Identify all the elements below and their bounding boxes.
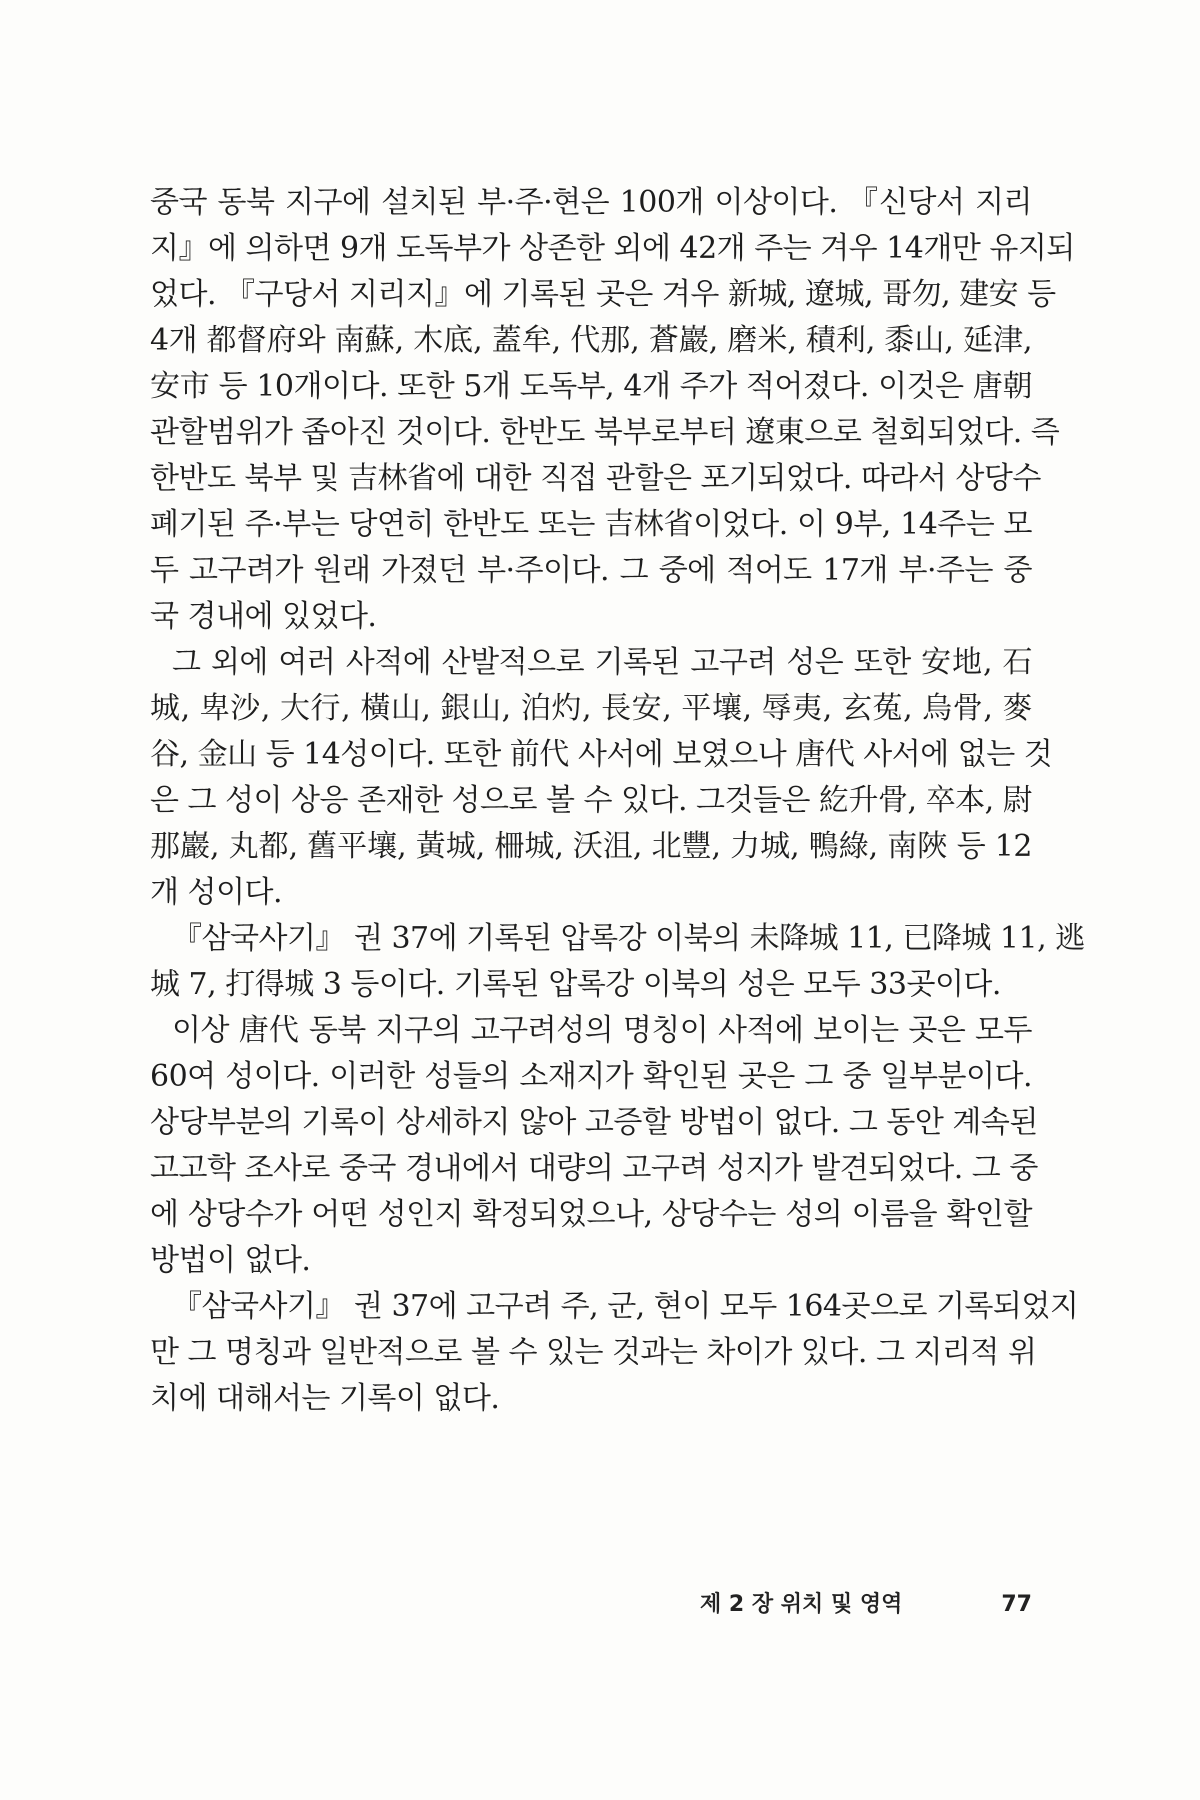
text-line: 고고학 조사로 중국 경내에서 대량의 고구려 성지가 발견되었다. 그 중 xyxy=(150,1151,1038,1186)
text-line: 지』에 의하면 9개 도독부가 상존한 외에 42개 주는 겨우 14개만 유지되 xyxy=(150,231,1075,266)
text-line: 城 7, 打得城 3 등이다. 기록된 압록강 이북의 성은 모두 33곳이다. xyxy=(150,967,1001,1002)
text-line: 국 경내에 있었다. xyxy=(150,599,377,634)
chapter-title: 제 2 장 위치 및 영역 xyxy=(700,1592,903,1617)
text-line: 은 그 성이 상응 존재한 성으로 볼 수 있다. 그것들은 紇升骨, 卒本, 尉 xyxy=(150,783,1033,818)
text-line: 그 외에 여러 사적에 산발적으로 기록된 고구려 성은 또한 安地, 石 xyxy=(172,645,1032,680)
text-line: 었다. 『구당서 지리지』에 기록된 곳은 겨우 新城, 遼城, 哥勿, 建安 등 xyxy=(150,277,1056,312)
text-line: 이상 唐代 동북 지구의 고구려성의 명칭이 사적에 보이는 곳은 모두 xyxy=(172,1013,1032,1048)
text-line: 상당부분의 기록이 상세하지 않아 고증할 방법이 없다. 그 동안 계속된 xyxy=(150,1105,1038,1140)
page-footer xyxy=(700,1587,1032,1623)
text-line: 개 성이다. xyxy=(150,875,282,910)
text-line: 방법이 없다. xyxy=(150,1243,311,1278)
text-line: 那巖, 丸都, 舊平壤, 黃城, 柵城, 沃沮, 北豐, 力城, 鴨綠, 南陜 등 12 xyxy=(150,829,1032,864)
page-number: 77 xyxy=(1001,1592,1032,1617)
text-line: 4개 都督府와 南蘇, 木底, 蓋牟, 代那, 蒼巖, 磨米, 積利, 黍山, 延津, xyxy=(150,323,1032,358)
text-line: 만 그 명칭과 일반적으로 볼 수 있는 것과는 차이가 있다. 그 지리적 위 xyxy=(150,1335,1037,1370)
text-line: 『삼국사기』 권 37에 기록된 압록강 이북의 未降城 11, 已降城 11, 逃 xyxy=(172,921,1085,956)
text-line: 60여 성이다. 이러한 성들의 소재지가 확인된 곳은 그 중 일부분이다. xyxy=(150,1059,1032,1094)
text-line: 두 고구려가 원래 가졌던 부·주이다. 그 중에 적어도 17개 부·주는 중 xyxy=(150,553,1032,588)
text-line: 치에 대해서는 기록이 없다. xyxy=(150,1381,500,1416)
text-line: 城, 卑沙, 大行, 橫山, 銀山, 泊灼, 長安, 平壤, 辱夷, 玄菟, 烏骨, 麥 xyxy=(150,691,1032,726)
text-line: 谷, 金山 등 14성이다. 또한 前代 사서에 보였으나 唐代 사서에 없는 것 xyxy=(150,737,1053,772)
text-line: 관할범위가 좁아진 것이다. 한반도 북부로부터 遼東으로 철회되었다. 즉 xyxy=(150,415,1060,450)
text-line: 安市 등 10개이다. 또한 5개 도독부, 4개 주가 적어졌다. 이것은 唐朝 xyxy=(150,369,1032,404)
text-line: 에 상당수가 어떤 성인지 확정되었으나, 상당수는 성의 이름을 확인할 xyxy=(150,1197,1032,1232)
text-line: 『삼국사기』 권 37에 고구려 주, 군, 현이 모두 164곳으로 기록되었지 xyxy=(172,1289,1079,1324)
text-line: 중국 동북 지구에 설치된 부·주·현은 100개 이상이다. 『신당서 지리 xyxy=(150,185,1032,220)
text-line: 폐기된 주·부는 당연히 한반도 또는 吉林省이었다. 이 9부, 14주는 모 xyxy=(150,507,1032,542)
text-line: 한반도 북부 및 吉林省에 대한 직접 관할은 포기되었다. 따라서 상당수 xyxy=(150,461,1041,496)
